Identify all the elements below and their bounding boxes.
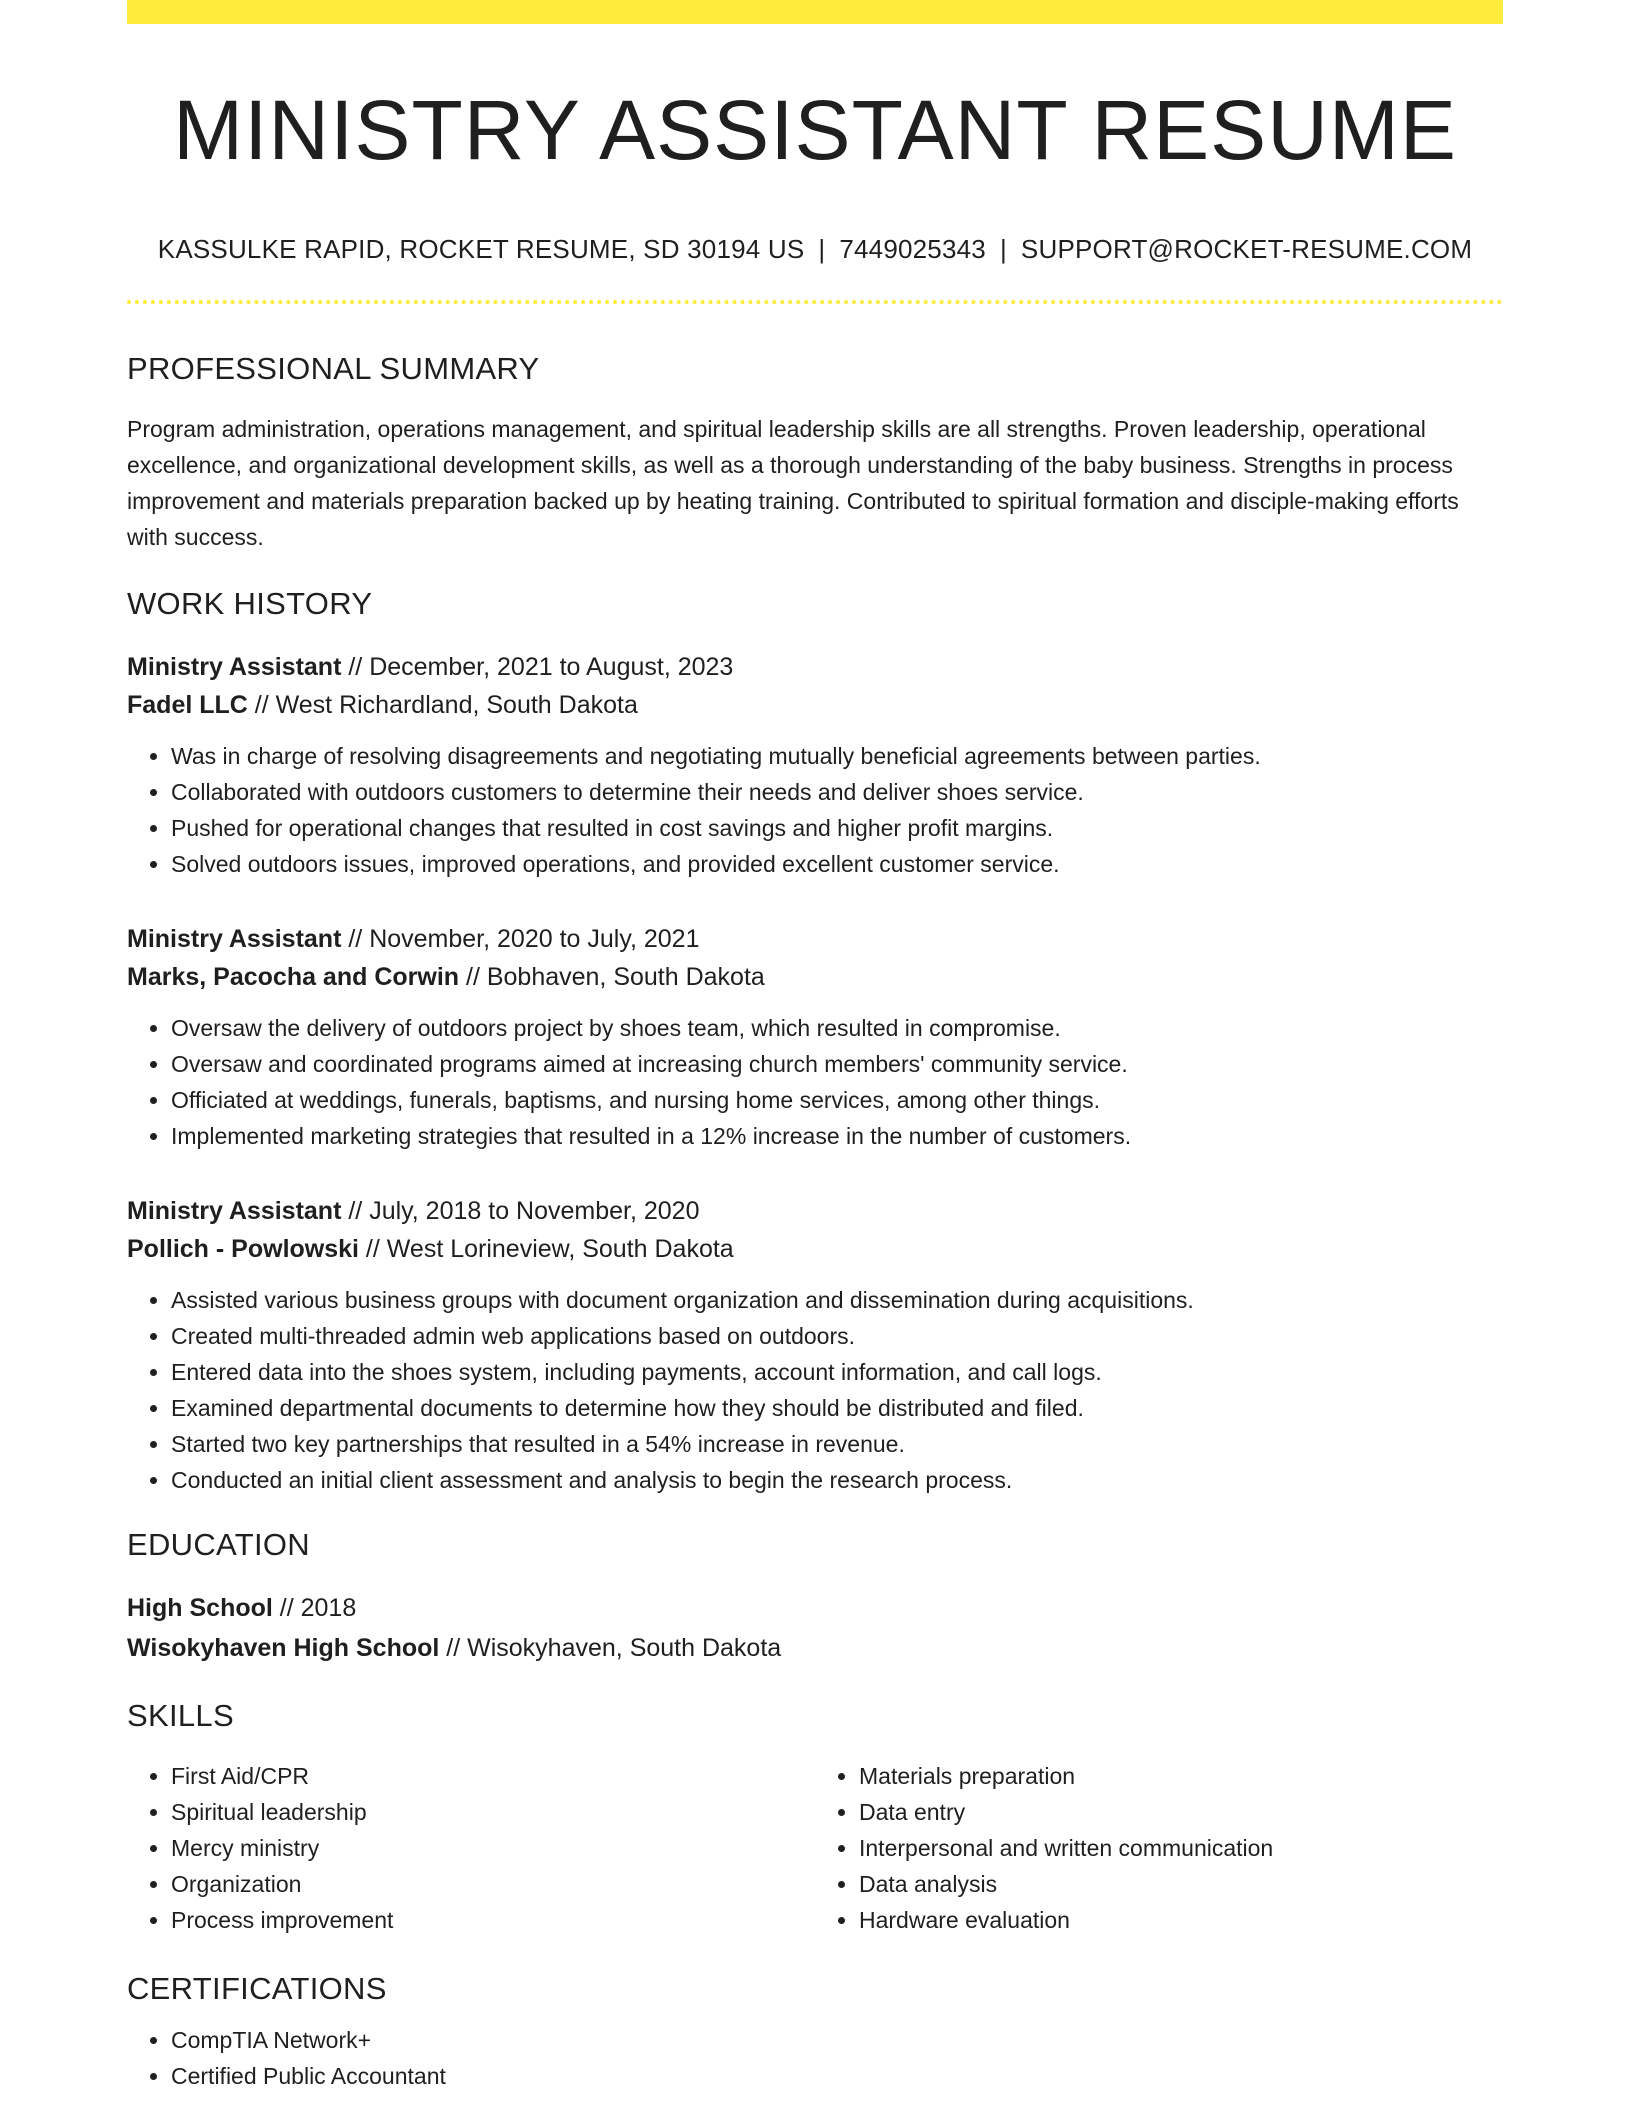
resume-page xyxy=(127,0,1503,2094)
job-title-line xyxy=(127,1192,1503,1230)
job-bullet: • Assisted various business groups with document organization and dissemination during acquisitions. xyxy=(171,1282,1503,1318)
job-bullet: • Collaborated with outdoors customers to determine their needs and deliver shoes service. xyxy=(171,774,1503,810)
skill-item: • Organization xyxy=(171,1866,815,1902)
job-bullets xyxy=(127,1010,1503,1154)
job-bullet: • Oversaw the delivery of outdoors project by shoes team, which resulted in compromise. xyxy=(171,1010,1503,1046)
education-year: // 2018 xyxy=(272,1594,357,1623)
contact-email: SUPPORT@ROCKET-RESUME.COM xyxy=(1020,234,1473,265)
work-history-heading: WORK HISTORY xyxy=(127,585,373,621)
job-dates: // July, 2018 to November, 2020 xyxy=(341,1196,700,1225)
resume-title: MINISTRY ASSISTANT RESUME xyxy=(173,83,1457,177)
certifications-heading: CERTIFICATIONS xyxy=(127,1971,387,2007)
education-entry xyxy=(127,1589,1503,1667)
education-school-line xyxy=(127,1629,1503,1667)
education-location: // Wisokyhaven, South Dakota xyxy=(439,1634,782,1663)
job-bullet: • Conducted an initial client assessment and analysis to begin the research process. xyxy=(171,1462,1503,1498)
job-location: // Bobhaven, South Dakota xyxy=(459,962,765,991)
certifications-list xyxy=(127,2022,1503,2094)
skill-item: • First Aid/CPR xyxy=(171,1758,815,1794)
skill-item: • Process improvement xyxy=(171,1902,815,1938)
job-bullet: • Examined departmental documents to determine how they should be distributed and filed. xyxy=(171,1390,1503,1426)
job-role: Ministry Assistant xyxy=(127,652,342,681)
job-bullet: • Entered data into the shoes system, including payments, account information, and call logs. xyxy=(171,1354,1503,1390)
job-role: Ministry Assistant xyxy=(127,1196,342,1225)
skills-columns xyxy=(127,1758,1503,1938)
education-school: Wisokyhaven High School xyxy=(127,1634,440,1663)
job-company: Marks, Pacocha and Corwin xyxy=(127,962,460,991)
skills-heading: SKILLS xyxy=(127,1698,234,1734)
certification-item: • CompTIA Network+ xyxy=(171,2022,1503,2058)
job-bullet: • Solved outdoors issues, improved operations, and provided excellent customer service. xyxy=(171,846,1503,882)
job-bullet: • Started two key partnerships that resulted in a 54% increase in revenue. xyxy=(171,1426,1503,1462)
skills-left-column xyxy=(127,1758,815,1938)
contact-separator: | xyxy=(818,234,826,265)
education-degree: High School xyxy=(127,1594,273,1623)
job-role: Ministry Assistant xyxy=(127,924,342,953)
job-company-line xyxy=(127,686,1503,724)
contact-line xyxy=(127,234,1503,265)
job-bullet: • Officiated at weddings, funerals, baptisms, and nursing home services, among other things. xyxy=(171,1082,1503,1118)
job-bullet: • Oversaw and coordinated programs aimed at increasing church members' community service. xyxy=(171,1046,1503,1082)
job-entry xyxy=(127,920,1503,1154)
contact-address: KASSULKE RAPID, ROCKET RESUME, SD 30194 US xyxy=(157,234,805,265)
job-bullets xyxy=(127,1282,1503,1498)
education-heading: EDUCATION xyxy=(127,1526,310,1562)
summary-heading: PROFESSIONAL SUMMARY xyxy=(127,350,540,386)
job-bullet: • Created multi-threaded admin web applications based on outdoors. xyxy=(171,1318,1503,1354)
job-title-line xyxy=(127,648,1503,686)
job-dates: // November, 2020 to July, 2021 xyxy=(341,924,700,953)
skill-item: • Data entry xyxy=(859,1794,1503,1830)
job-company: Fadel LLC xyxy=(127,690,248,719)
job-company-line xyxy=(127,1230,1503,1268)
skill-item: • Mercy ministry xyxy=(171,1830,815,1866)
job-location: // West Lorineview, South Dakota xyxy=(358,1234,734,1263)
job-title-line xyxy=(127,920,1503,958)
skill-item: • Materials preparation xyxy=(859,1758,1503,1794)
contact-phone: 7449025343 xyxy=(839,234,986,265)
job-dates: // December, 2021 to August, 2023 xyxy=(341,652,734,681)
skill-item: • Spiritual leadership xyxy=(171,1794,815,1830)
skill-item: • Hardware evaluation xyxy=(859,1902,1503,1938)
job-location: // West Richardland, South Dakota xyxy=(247,690,638,719)
skills-right-column xyxy=(815,1758,1503,1938)
job-entry xyxy=(127,1192,1503,1498)
job-bullet: • Pushed for operational changes that resulted in cost savings and higher profit margins. xyxy=(171,810,1503,846)
summary-text: Program administration, operations management, and spiritual leadership skills are all strengths. Proven leadership, operational excellence, and organizational development skills, as well as a thorough understanding of the baby business. Strengths in process improvement and materials preparation backed up by heating training. Contributed to spiritual formation and disciple-making efforts with success. xyxy=(127,415,1459,550)
certification-item: • Certified Public Accountant xyxy=(171,2058,1503,2094)
job-bullet: • Implemented marketing strategies that resulted in a 12% increase in the number of customers. xyxy=(171,1118,1503,1154)
top-accent-bar xyxy=(127,0,1503,24)
job-bullets xyxy=(127,738,1503,882)
job-entry xyxy=(127,648,1503,882)
job-company-line xyxy=(127,958,1503,996)
skill-item: • Interpersonal and written communication xyxy=(859,1830,1503,1866)
job-company: Pollich - Powlowski xyxy=(127,1234,359,1263)
education-degree-line xyxy=(127,1589,1503,1627)
dotted-divider xyxy=(127,300,1503,304)
skill-item: • Data analysis xyxy=(859,1866,1503,1902)
contact-separator: | xyxy=(999,234,1007,265)
job-bullet: • Was in charge of resolving disagreements and negotiating mutually beneficial agreements between parties. xyxy=(171,738,1503,774)
